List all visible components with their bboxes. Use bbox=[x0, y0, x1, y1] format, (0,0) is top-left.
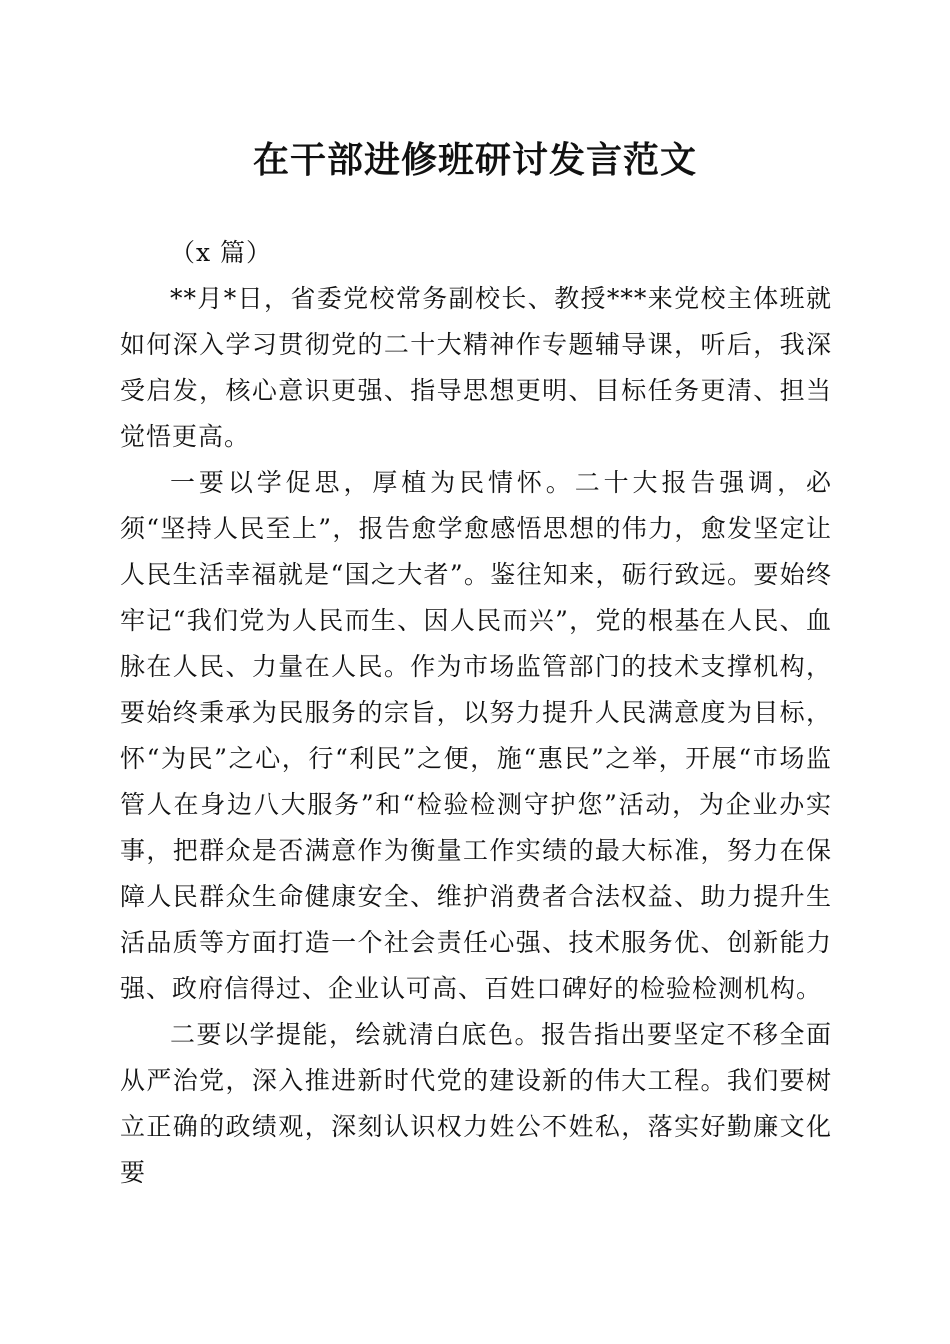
paragraph-point-one: 一要以学促思，厚植为民情怀。二十大报告强调，必须“坚持人民至上”，报告愈学愈感悟思想的伟力，愈发坚定让人民生活幸福就是“国之大者”。鉴往知来，砺行致远。要始终牢记“我们党为人民而生、因人民而兴”，党的根基在人民、血脉在人民、力量在人民。作为市场监管部门的技术支撑机构，要始终秉承为民服务的宗旨，以努力提升人民满意度为目标，怀“为民”之心，行“利民”之便，施“惠民”之举，开展“市场监管人在身边八大服务”和“检验检测守护您”活动，为企业办实事，把群众是否满意作为衡量工作实绩的最大标准，努力在保障人民群众生命健康安全、维护消费者合法权益、助力提升生活品质等方面打造一个社会责任心强、技术服务优、创新能力强、政府信得过、企业认可高、百姓口碑好的检验检测机构。 bbox=[120, 468, 832, 1003]
paragraph-point-two: 二要以学提能，绘就清白底色。报告指出要坚定不移全面从严治党，深入推进新时代党的建设新的伟大工程。我们要树立正确的政绩观，深刻认识权力姓公不姓私，落实好勤廉文化要 bbox=[120, 1020, 832, 1187]
paragraph-subtitle: （x 篇） bbox=[170, 238, 273, 267]
paragraph-intro: **月*日，省委党校常务副校长、教授***来党校主体班就如何深入学习贯彻党的二十大精神作专题辅导课，听后，我深受启发，核心意识更强、指导思想更明、目标任务更清、担当觉悟更高。 bbox=[120, 284, 832, 451]
document-title: 在干部进修班研讨发言范文 bbox=[252, 139, 697, 181]
document-body bbox=[120, 230, 832, 1196]
